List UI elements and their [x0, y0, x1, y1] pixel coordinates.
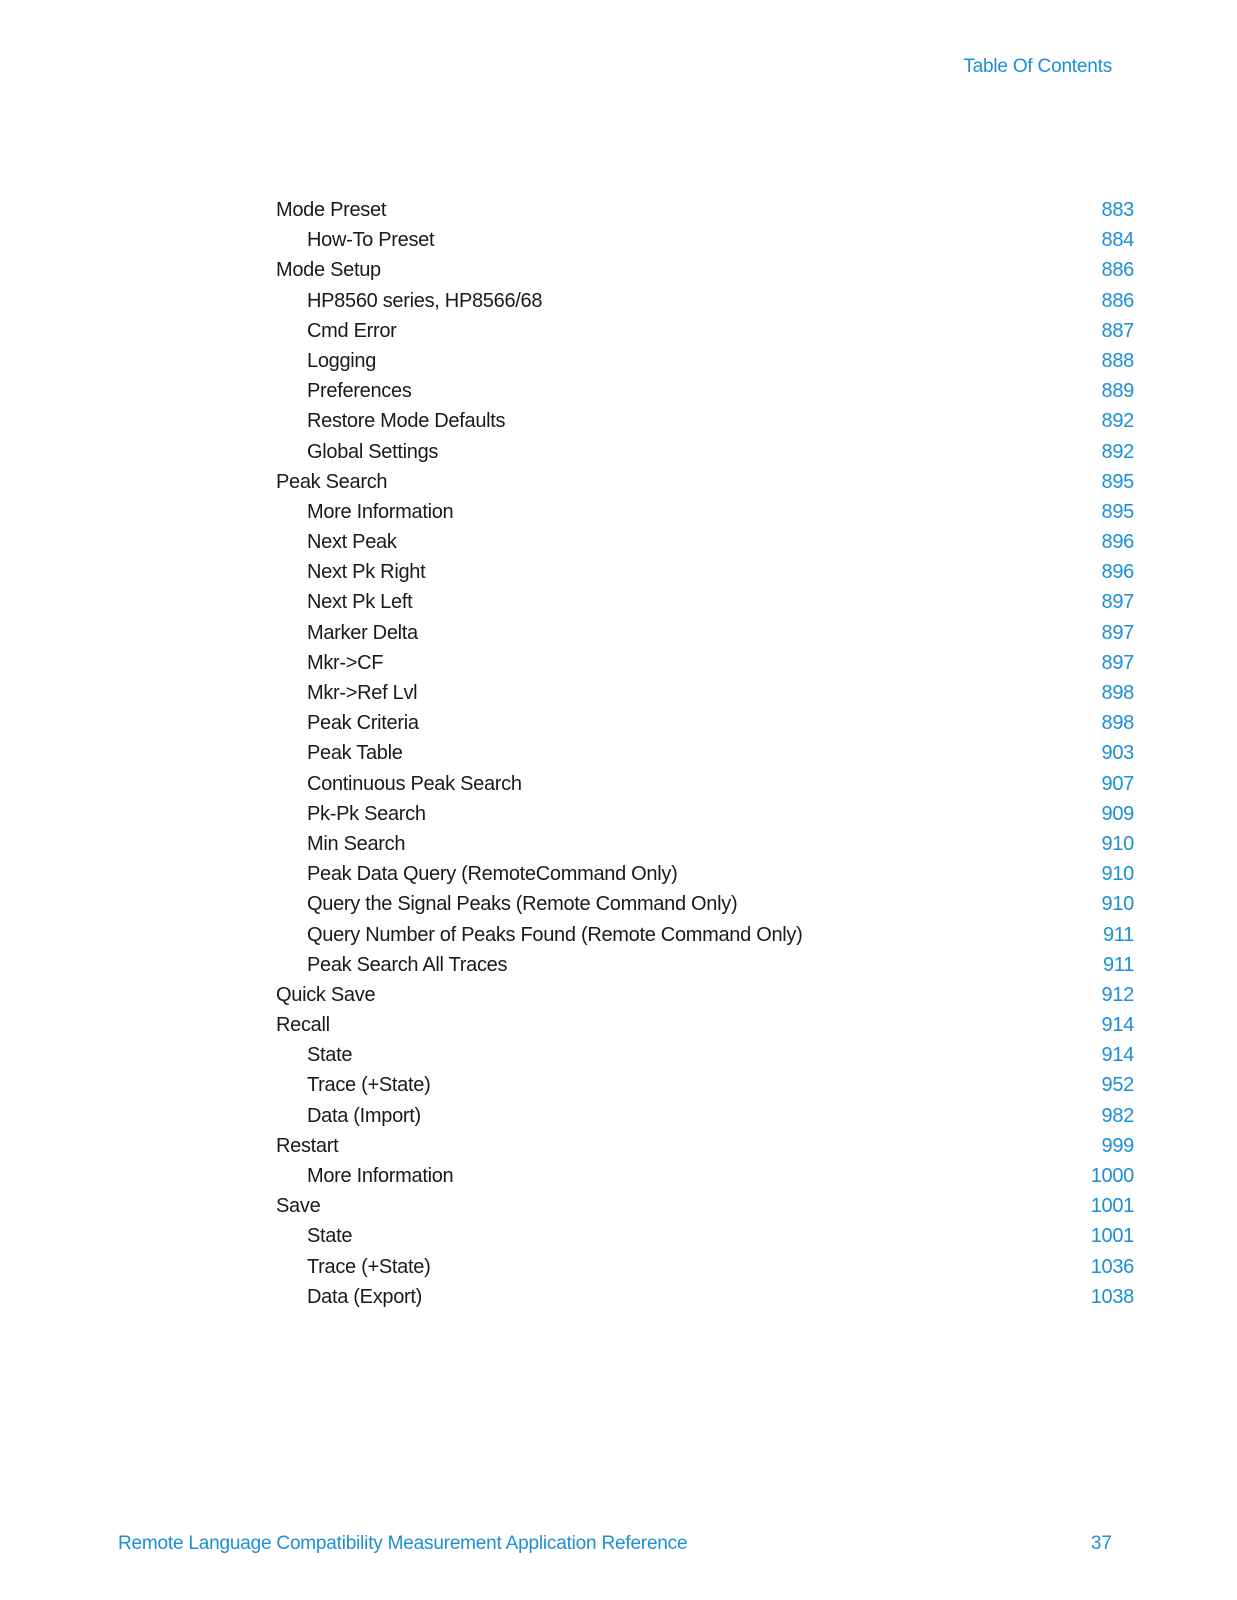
toc-entry[interactable] [276, 316, 1134, 346]
toc-entry[interactable] [276, 1282, 1134, 1312]
toc-entry[interactable] [276, 467, 1134, 497]
toc-entry-page-link[interactable]: 914 [1101, 1014, 1134, 1037]
toc-entry-page-link[interactable]: 912 [1101, 983, 1134, 1006]
toc-entry[interactable] [276, 738, 1134, 768]
toc-entry-label[interactable]: Logging [307, 349, 377, 372]
toc-entry-label[interactable]: Peak Data Query (RemoteCommand Only) [307, 863, 678, 886]
toc-entry-page-link[interactable]: 1001 [1090, 1225, 1134, 1248]
toc-entry-label[interactable]: More Information [307, 1165, 454, 1187]
toc-entry-page-link[interactable]: 910 [1101, 832, 1134, 855]
toc-entry-label[interactable]: Trace (+State) [307, 1074, 431, 1097]
toc-entry-label[interactable]: State [307, 1044, 353, 1067]
toc-entry-page-link[interactable]: 952 [1101, 1074, 1134, 1097]
toc-entry-page-link[interactable]: 982 [1101, 1104, 1134, 1127]
toc-entry-page-link[interactable]: 883 [1101, 199, 1134, 221]
toc-entry-label[interactable]: Pk-Pk Search [307, 802, 426, 825]
toc-entry-label[interactable]: Next Pk Right [307, 561, 426, 584]
toc-entry-page-link[interactable]: 888 [1101, 349, 1134, 372]
toc-entry[interactable] [276, 1191, 1134, 1221]
toc-entry-page-link[interactable]: 892 [1101, 440, 1134, 463]
toc-entry-page-link[interactable]: 896 [1101, 561, 1134, 584]
toc-entry-page-link[interactable]: 907 [1101, 772, 1134, 795]
running-header-title: Table Of Contents [963, 56, 1112, 77]
toc-entry-label[interactable]: Peak Criteria [307, 712, 419, 735]
toc-entry[interactable] [276, 920, 1134, 950]
toc-entry-page-link[interactable]: 896 [1101, 531, 1134, 554]
toc-entry-page-link[interactable]: 897 [1101, 621, 1134, 644]
toc-entry[interactable] [276, 557, 1134, 587]
toc-entry[interactable] [276, 286, 1134, 316]
toc-entry[interactable] [276, 950, 1134, 980]
toc-entry-page-link[interactable]: 898 [1101, 682, 1134, 704]
toc-entry-label[interactable]: Save [276, 1195, 321, 1218]
toc-entry[interactable] [276, 437, 1134, 467]
toc-entry[interactable] [276, 346, 1134, 376]
toc-entry-label[interactable]: Restore Mode Defaults [307, 410, 506, 433]
toc-entry-label[interactable]: Quick Save [276, 983, 376, 1006]
toc-entry[interactable] [276, 648, 1134, 678]
toc-entry-page-link[interactable]: 889 [1101, 380, 1134, 403]
toc-entry-page-link[interactable]: 886 [1101, 289, 1134, 312]
toc-entry-page-link[interactable]: 1001 [1090, 1195, 1134, 1218]
toc-entry-label[interactable]: Query the Signal Peaks (Remote Command Only) [307, 893, 738, 916]
footer-document-title[interactable]: Remote Language Compatibility Measurement Application Reference [118, 1533, 688, 1554]
toc-entry[interactable] [276, 708, 1134, 738]
toc-entry-page-link[interactable]: 897 [1101, 651, 1134, 674]
toc-entry-page-link[interactable]: 1036 [1090, 1255, 1134, 1278]
toc-entry-label[interactable]: Continuous Peak Search [307, 772, 522, 795]
toc-entry[interactable] [276, 980, 1134, 1010]
toc-entry[interactable] [276, 195, 1134, 225]
toc-entry-label[interactable]: Query Number of Peaks Found (Remote Command Only) [307, 923, 803, 946]
toc-entry-page-link[interactable]: 909 [1101, 802, 1134, 825]
toc-entry-label[interactable]: Data (Import) [307, 1104, 421, 1127]
toc-entry-label[interactable]: Min Search [307, 832, 406, 855]
toc-entry-page-link[interactable]: 892 [1101, 410, 1134, 433]
toc-entry[interactable] [276, 859, 1134, 889]
toc-entry[interactable] [276, 376, 1134, 406]
toc-entry-label[interactable]: Preferences [307, 380, 412, 403]
toc-entry[interactable] [276, 678, 1134, 708]
toc-entry-label[interactable]: Mode Setup [276, 259, 381, 282]
toc-entry[interactable] [276, 225, 1134, 255]
toc-entry[interactable] [276, 769, 1134, 799]
toc-entry[interactable] [276, 255, 1134, 285]
toc-entry[interactable] [276, 618, 1134, 648]
toc-entry[interactable] [276, 889, 1134, 919]
toc-entry[interactable] [276, 1221, 1134, 1251]
toc-entry[interactable] [276, 1252, 1134, 1282]
toc-entry[interactable] [276, 1101, 1134, 1131]
toc-entry-label[interactable]: HP8560 series, HP8566/68 [307, 289, 543, 312]
toc-entry-label[interactable]: Peak Search All Traces [307, 953, 508, 976]
toc-entry[interactable] [276, 406, 1134, 436]
toc-entry[interactable] [276, 1010, 1134, 1040]
toc-entry-page-link[interactable]: 895 [1101, 470, 1134, 493]
toc-entry-page-link[interactable]: 999 [1101, 1134, 1134, 1157]
toc-entry-label[interactable]: Cmd Error [307, 319, 397, 342]
toc-entry-page-link[interactable]: 1000 [1090, 1165, 1134, 1187]
toc-entry-page-link[interactable]: 911 [1103, 953, 1134, 976]
toc-entry-page-link[interactable]: 884 [1101, 229, 1134, 252]
toc-entry-label[interactable]: Recall [276, 1014, 330, 1037]
toc-entry[interactable] [276, 527, 1134, 557]
toc-entry[interactable] [276, 587, 1134, 617]
toc-entry-page-link[interactable]: 887 [1101, 319, 1134, 342]
toc-entry-label[interactable]: State [307, 1225, 353, 1248]
toc-entry-label[interactable]: Mkr->Ref Lvl [307, 682, 418, 704]
toc-entry[interactable] [276, 1070, 1134, 1100]
toc-entry-label[interactable]: Peak Search [276, 470, 388, 493]
toc-entry-page-link[interactable]: 910 [1101, 893, 1134, 916]
toc-entry[interactable] [276, 1161, 1134, 1191]
toc-entry-label[interactable]: Trace (+State) [307, 1255, 431, 1278]
toc-entry-page-link[interactable]: 914 [1101, 1044, 1134, 1067]
toc-entry-page-link[interactable]: 897 [1101, 591, 1134, 614]
toc-entry-page-link[interactable]: 886 [1101, 259, 1134, 282]
toc-entry-label[interactable]: Next Peak [307, 531, 397, 554]
toc-entry-label[interactable]: Peak Table [307, 742, 403, 765]
table-of-contents [276, 195, 1134, 1312]
toc-entry[interactable] [276, 1131, 1134, 1161]
toc-entry-label[interactable]: Data (Export) [307, 1285, 423, 1308]
toc-entry-page-link[interactable]: 895 [1101, 500, 1134, 523]
toc-entry[interactable] [276, 799, 1134, 829]
toc-entry-label[interactable]: Marker Delta [307, 621, 418, 644]
toc-entry-page-link[interactable]: 910 [1101, 863, 1134, 886]
toc-entry-label[interactable]: How-To Preset [307, 229, 435, 252]
toc-entry-label[interactable]: More Information [307, 500, 454, 523]
toc-entry-label[interactable]: Global Settings [307, 440, 439, 463]
toc-entry-label[interactable]: Next Pk Left [307, 591, 413, 614]
toc-entry[interactable] [276, 497, 1134, 527]
toc-entry-label[interactable]: Restart [276, 1134, 339, 1157]
toc-entry-page-link[interactable]: 911 [1103, 923, 1134, 946]
toc-entry[interactable] [276, 829, 1134, 859]
toc-entry-page-link[interactable]: 1038 [1090, 1285, 1134, 1308]
footer-page-number: 37 [1090, 1533, 1112, 1554]
toc-entry-label[interactable]: Mode Preset [276, 199, 387, 221]
toc-entry-label[interactable]: Mkr->CF [307, 651, 384, 674]
toc-entry-page-link[interactable]: 898 [1101, 712, 1134, 735]
toc-entry[interactable] [276, 1040, 1134, 1070]
toc-entry-page-link[interactable]: 903 [1101, 742, 1134, 765]
